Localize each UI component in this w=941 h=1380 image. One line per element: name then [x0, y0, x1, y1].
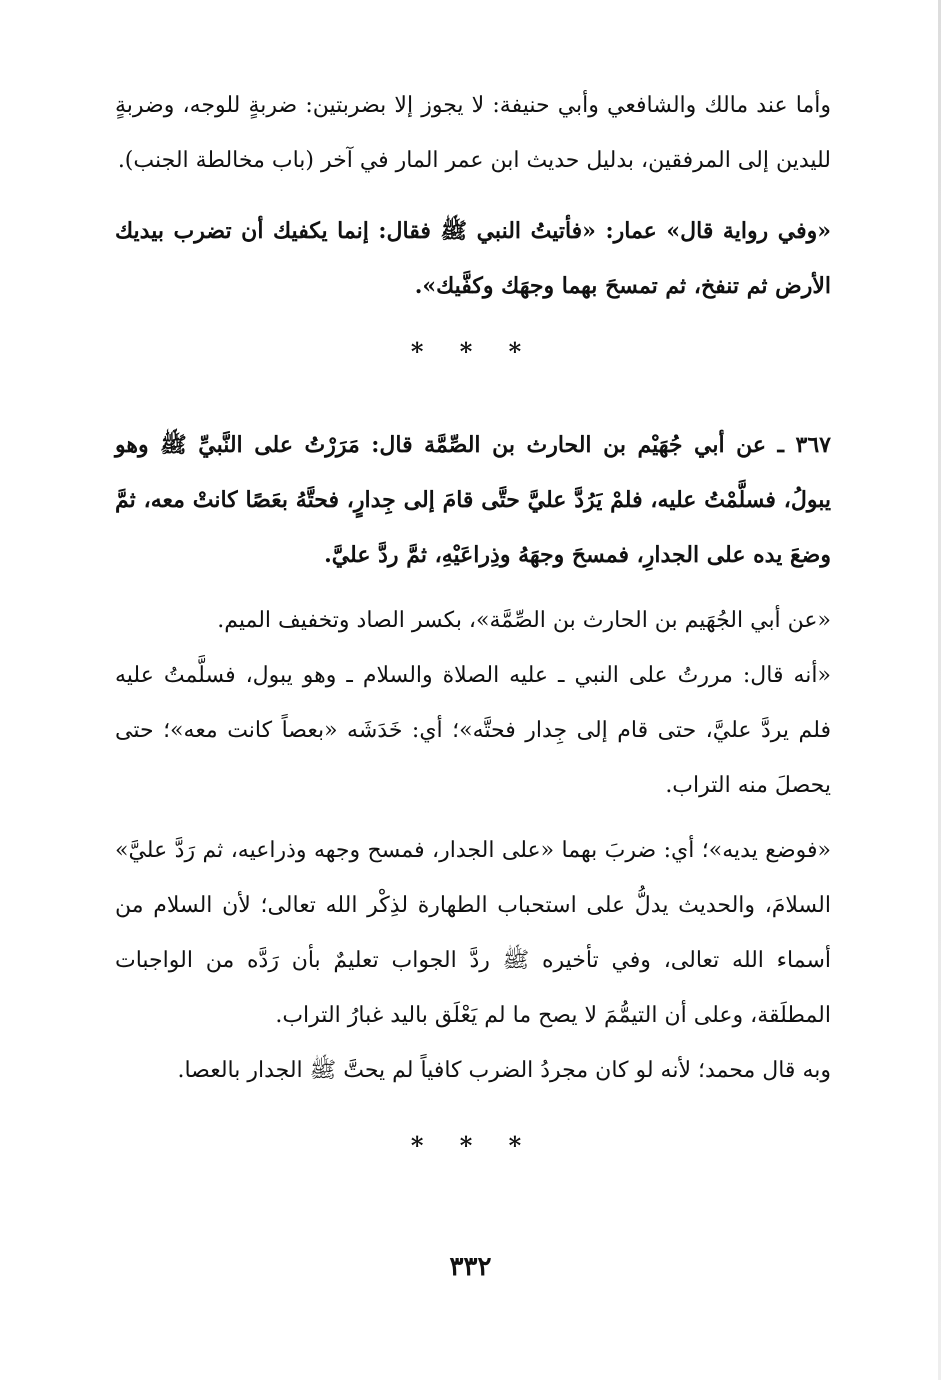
commentary-muhammad-opinion: وبه قال محمد؛ لأنه لو كان مجردُ الضرب كافياً لم يحتَّ ﷺ الجدار بالعصا.: [177, 1058, 831, 1083]
commentary-wiping: «فوضع يديه»؛ أي: ضربَ بهما «على الجدار، فمسح وجهه وذراعيه، ثم رَدَّ عليَّ» السلامَ، والحديث يدلُّ على استحباب الطهارة لذِكْر الله تعالى؛ لأن السلام من أسماء الله تعالى، وفي تأخيره ﷺ ردَّ الجواب تعليمٌ بأن رَدَّه من الواجبات المطلَقة، وعلى أن التيمُّمَ لا يصح ما لم يَعْلَق باليد غبارُ التراب.: [115, 838, 831, 1028]
section-separator: * * *: [410, 337, 536, 366]
section-separator-end: * * *: [410, 1131, 536, 1160]
paragraph-ammar-narration: «وفي رواية قال» عمار: «فأتيتُ النبي ﷺ فقال: إنما يكفيك أن تضرب بيديك الأرض ثم تنفخ، ثم تمسحَ بهما وجهَك وكفَّيك».: [115, 218, 831, 299]
hadith-367: ٣٦٧ ـ عن أبي جُهَيْم بن الحارث بن الصِّمَّة قال: مَرَرْتُ على النَّبيِّ ﷺ وهو يبولُ، فسلَّمْتُ عليه، فلمْ يَرُدَّ عليَّ حتَّى قامَ إلى جِدارٍ، فحتَّهُ بعَصًا كانتْ معه، ثمَّ وضعَ يده على الجدارِ، فمسحَ وجهَهُ وذِراعَيْهِ، ثمَّ ردَّ عليَّ.: [115, 432, 831, 568]
commentary-narrator-name: «عن أبي الجُهَيم بن الحارث بن الصِّمَّة»، بكسر الصاد وتخفيف الميم.: [217, 608, 831, 633]
commentary-hadith-text: «أنه قال: مررتُ على النبي ـ عليه الصلاة والسلام ـ وهو يبول، فسلَّمتُ عليه فلم يردَّ عليَّ، حتى قام إلى جِدار فحتَّه»؛ أي: خَدَشَه «بعصاً كانت معه»؛ حتى يحصلَ منه التراب.: [115, 663, 831, 798]
page-number: ٣٣٢: [449, 1252, 492, 1282]
paragraph-maliki-opinion: وأما عند مالك والشافعي وأبي حنيفة: لا يجوز إلا بضربتين: ضربةٍ للوجه، وضربةٍ لليدين إلى المرفقين، بدليل حديث ابن عمر المار في آخر (باب مخالطة الجنب).: [115, 93, 831, 173]
